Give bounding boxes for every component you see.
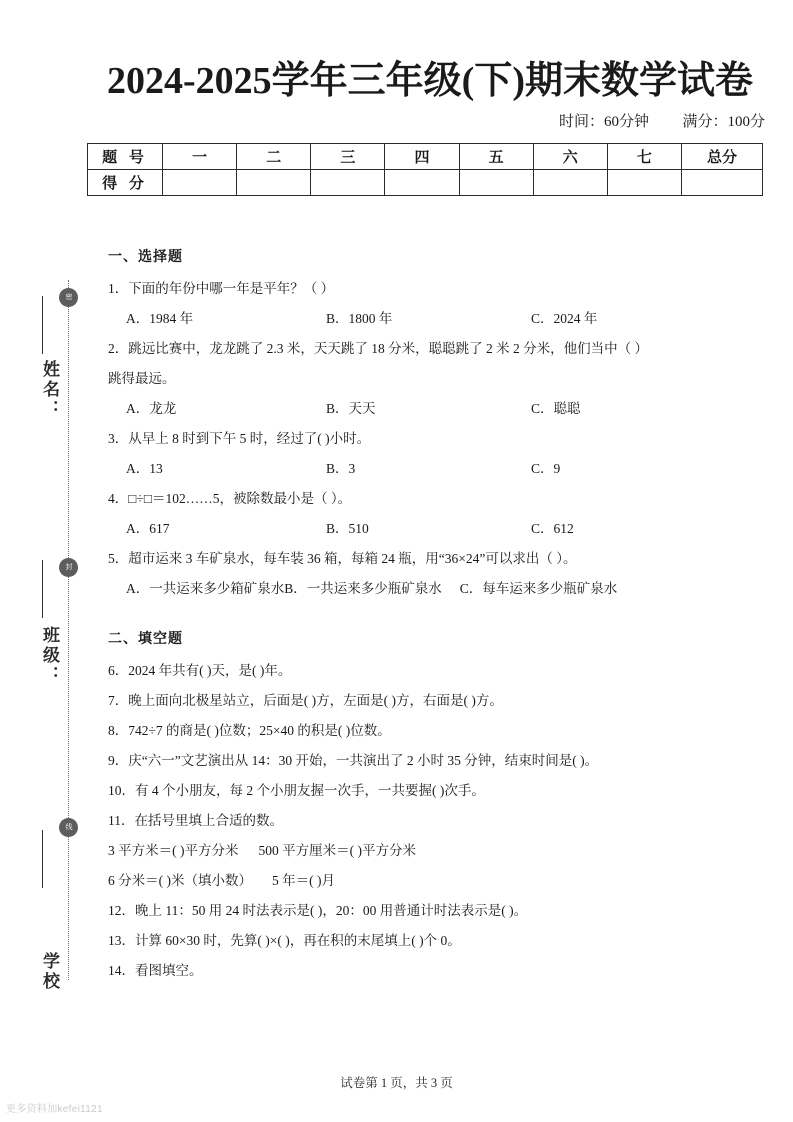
question-3-option-c[interactable]: C．9 [531, 461, 561, 476]
class-write-line [42, 560, 43, 618]
question-11-item-3[interactable]: 6 分米＝( )米（填小数） [108, 873, 252, 888]
question-4-option-c[interactable]: C．612 [531, 521, 574, 536]
question-14: 14．看图填空。 [108, 963, 203, 978]
question-1-option-b[interactable]: B．1800 年 [326, 311, 393, 326]
field-label-class: 班级： [40, 626, 59, 686]
question-4-stem: 4．□÷□＝102……5，被除数最小是（ ）。 [108, 491, 352, 506]
question-5-stem: 5．超市运来 3 车矿泉水，每车装 36 箱，每箱 24 瓶，用“36×24”可以求出（ ）。 [108, 551, 577, 566]
question-12[interactable]: 12．晚上 11：50 用 24 时法表示是( )，20：00 用普通计时法表示是( )。 [108, 903, 528, 918]
question-9[interactable]: 9．庆“六一”文艺演出从 14：30 开始，一共演出了 2 小时 35 分钟，结束时间是( )。 [108, 753, 599, 768]
col-header-2: 二 [237, 144, 311, 170]
question-2-stem: 2．跳远比赛中，龙龙跳了 2.3 米，天天跳了 18 分米，聪聪跳了 2 米 2 分米，他们当中（ ） [108, 341, 648, 356]
question-11-item-4[interactable]: 5 年＝( )月 [272, 873, 335, 888]
question-1-stem: 1．下面的年份中哪一年是平年？（ ） [108, 281, 335, 296]
question-3-stem: 3．从早上 8 时到下午 5 时，经过了( )小时。 [108, 431, 371, 446]
seal-dotted-line [68, 280, 69, 980]
col-header-3: 三 [311, 144, 385, 170]
col-header-5: 五 [459, 144, 533, 170]
score-cell-2[interactable] [237, 170, 311, 196]
question-8[interactable]: 8．742÷7 的商是( )位数；25×40 的积是( )位数。 [108, 723, 391, 738]
question-1-option-c[interactable]: C．2024 年 [531, 311, 598, 326]
row-label-question-no: 题 号 [88, 144, 163, 170]
score-cell-7[interactable] [607, 170, 681, 196]
question-11-line-2 [108, 866, 722, 896]
exam-duration: 时间：60分钟 [558, 114, 649, 130]
score-cell-5[interactable] [459, 170, 533, 196]
col-header-4: 四 [385, 144, 459, 170]
seal-marker-3: 线 [59, 818, 78, 837]
question-6[interactable]: 6．2024 年共有( )天，是( )年。 [108, 663, 292, 678]
question-10[interactable]: 10．有 4 个小朋友，每 2 个小朋友握一次手，一共要握( )次手。 [108, 783, 485, 798]
score-cell-total[interactable] [682, 170, 763, 196]
table-row-scores [88, 170, 763, 196]
question-1-options [108, 304, 722, 334]
col-header-6: 六 [533, 144, 607, 170]
score-table [87, 143, 763, 196]
question-5-option-a[interactable]: A．一共运来多少箱矿泉水 [126, 581, 285, 596]
table-row-question-numbers [88, 144, 763, 170]
question-3-option-a[interactable]: A．13 [126, 461, 163, 476]
question-2-option-c[interactable]: C．聪聪 [531, 401, 581, 416]
left-margin-seal-area [0, 0, 90, 1122]
question-13[interactable]: 13．计算 60×30 时，先算( )×( )，再在积的末尾填上( )个 0。 [108, 933, 461, 948]
question-11-item-2[interactable]: 500 平方厘米＝( )平方分米 [258, 843, 416, 858]
name-write-line [42, 296, 43, 354]
field-label-school: 学校 [40, 952, 59, 992]
question-5-option-b[interactable]: B．一共运来多少瓶矿泉水 [284, 581, 442, 596]
page-footer: 试卷第 1 页，共 3 页 [340, 1076, 453, 1090]
question-2-options [108, 394, 722, 424]
page-title: 2024-2025学年三年级(下)期末数学试卷 [107, 60, 753, 102]
question-11-line-1 [108, 836, 722, 866]
question-4-option-b[interactable]: B．510 [326, 521, 369, 536]
question-4-options [108, 514, 722, 544]
seal-marker-2: 封 [59, 558, 78, 577]
question-2-option-b[interactable]: B．天天 [326, 401, 376, 416]
school-write-line [42, 830, 43, 888]
score-cell-3[interactable] [311, 170, 385, 196]
watermark-text: 更多资料加kefei1121 [6, 1104, 103, 1115]
seal-marker-1: 密 [59, 288, 78, 307]
question-5-option-c[interactable]: C．每车运来多少瓶矿泉水 [459, 581, 618, 596]
question-3-options [108, 454, 722, 484]
exam-full-score: 满分：100分 [682, 114, 765, 130]
question-11-item-1[interactable]: 3 平方米＝( )平方分米 [108, 843, 239, 858]
question-4-option-a[interactable]: A．617 [126, 521, 170, 536]
exam-body [108, 238, 722, 986]
question-7[interactable]: 7．晚上面向北极星站立，后面是( )方，左面是( )方，右面是( )方。 [108, 693, 503, 708]
field-label-name: 姓名： [40, 360, 59, 420]
question-3-option-b[interactable]: B．3 [326, 461, 356, 476]
question-2-stem-cont: 跳得最远。 [108, 371, 176, 386]
col-header-total: 总分 [682, 144, 763, 170]
score-cell-4[interactable] [385, 170, 459, 196]
col-header-7: 七 [607, 144, 681, 170]
score-cell-1[interactable] [163, 170, 237, 196]
question-5-options [108, 574, 722, 604]
section-heading-choice: 一、选择题 [108, 250, 183, 265]
question-2-option-a[interactable]: A．龙龙 [126, 401, 177, 416]
section-heading-fill: 二、填空题 [108, 632, 183, 647]
question-11: 11．在括号里填上合适的数。 [108, 813, 283, 828]
row-label-score: 得 分 [88, 170, 163, 196]
score-cell-6[interactable] [533, 170, 607, 196]
col-header-1: 一 [163, 144, 237, 170]
exam-meta [559, 110, 765, 131]
question-1-option-a[interactable]: A．1984 年 [126, 311, 194, 326]
